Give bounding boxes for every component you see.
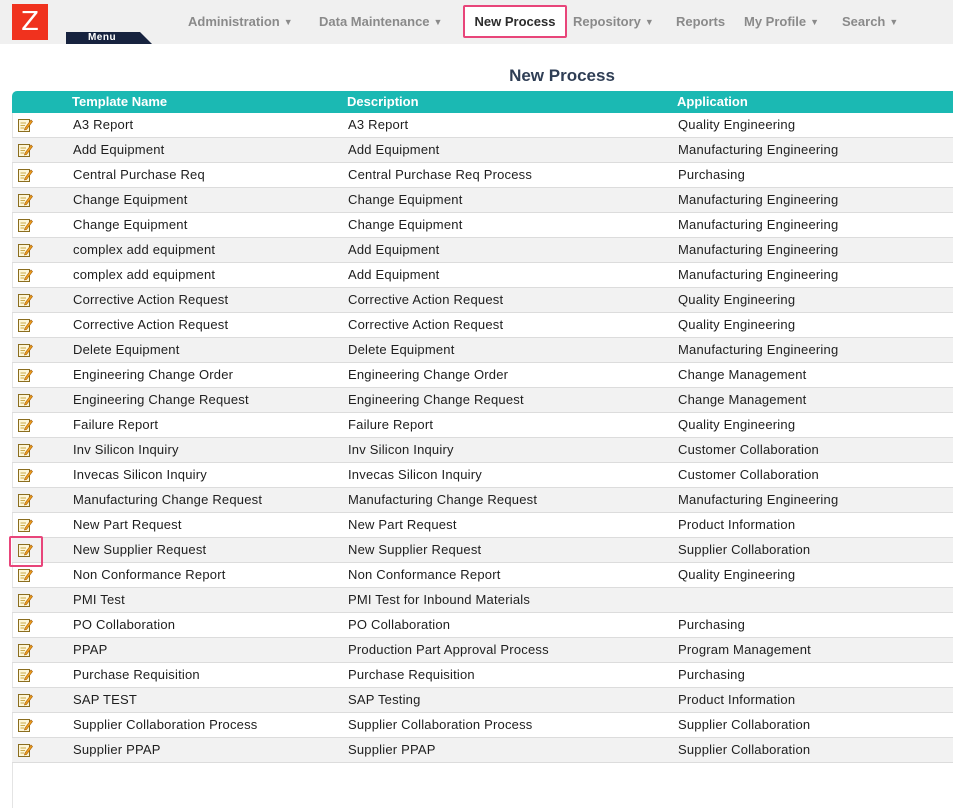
nav-data-maintenance-label: Data Maintenance xyxy=(319,14,430,29)
template-name-cell[interactable]: PMI Test xyxy=(73,592,125,607)
nav-reports-label: Reports xyxy=(676,14,726,29)
description-cell: New Supplier Request xyxy=(348,542,482,557)
table-row[interactable] xyxy=(12,638,953,663)
table-row[interactable] xyxy=(12,288,953,313)
table-row[interactable] xyxy=(12,388,953,413)
edit-note-icon[interactable] xyxy=(17,717,33,733)
template-name-cell[interactable]: Inv Silicon Inquiry xyxy=(73,442,179,457)
nav-administration[interactable] xyxy=(188,12,293,32)
table-row[interactable] xyxy=(12,538,953,563)
column-header-description[interactable]: Description xyxy=(347,94,419,109)
table-row[interactable] xyxy=(12,613,953,638)
highlight-marker xyxy=(9,536,43,567)
app-logo[interactable]: Z xyxy=(12,4,48,40)
table-row[interactable] xyxy=(12,363,953,388)
application-cell: Manufacturing Engineering xyxy=(678,492,839,507)
edit-note-icon[interactable] xyxy=(17,592,33,608)
application-cell: Change Management xyxy=(678,367,807,382)
nav-new-process-label: New Process xyxy=(474,14,556,29)
table-row[interactable] xyxy=(12,688,953,713)
template-name-cell[interactable]: Corrective Action Request xyxy=(73,317,229,332)
description-cell: Supplier PPAP xyxy=(348,742,436,757)
description-cell: Engineering Change Request xyxy=(348,392,524,407)
table-header xyxy=(12,91,953,113)
template-name-cell[interactable]: Engineering Change Order xyxy=(73,367,234,382)
edit-note-icon[interactable] xyxy=(17,492,33,508)
table-row[interactable] xyxy=(12,513,953,538)
edit-note-icon[interactable] xyxy=(17,692,33,708)
caret-down-icon: ▼ xyxy=(810,17,820,27)
description-cell: Purchase Requisition xyxy=(348,667,475,682)
template-name-cell[interactable]: Failure Report xyxy=(73,417,159,432)
description-cell: A3 Report xyxy=(348,117,409,132)
edit-note-icon[interactable] xyxy=(17,317,33,333)
nav-new-process[interactable] xyxy=(463,5,567,38)
template-name-cell[interactable]: Supplier PPAP xyxy=(73,742,161,757)
template-name-cell[interactable]: complex add equipment xyxy=(73,267,216,282)
page-title: New Process xyxy=(509,66,615,85)
edit-note-icon[interactable] xyxy=(17,217,33,233)
edit-note-icon[interactable] xyxy=(17,367,33,383)
table-row[interactable] xyxy=(12,113,953,138)
template-name-cell[interactable]: SAP TEST xyxy=(73,692,137,707)
table-row[interactable] xyxy=(12,663,953,688)
caret-down-icon: ▼ xyxy=(644,17,654,27)
table-row[interactable] xyxy=(12,263,953,288)
edit-note-icon[interactable] xyxy=(17,167,33,183)
edit-note-icon[interactable] xyxy=(17,467,33,483)
edit-note-icon[interactable] xyxy=(17,117,33,133)
process-template-table xyxy=(12,91,953,763)
application-cell: Manufacturing Engineering xyxy=(678,342,839,357)
application-cell: Manufacturing Engineering xyxy=(678,217,839,232)
template-name-cell[interactable]: A3 Report xyxy=(73,117,134,132)
table-row[interactable] xyxy=(12,588,953,613)
nav-repository[interactable] xyxy=(573,12,654,32)
menu-tab[interactable] xyxy=(66,32,152,44)
caret-down-icon: ▼ xyxy=(433,17,443,27)
nav-search-label: Search xyxy=(842,14,886,29)
table-row[interactable] xyxy=(12,713,953,738)
application-cell: Manufacturing Engineering xyxy=(678,242,839,257)
description-cell: Supplier Collaboration Process xyxy=(348,717,533,732)
description-cell: Manufacturing Change Request xyxy=(348,492,538,507)
template-name-cell[interactable]: Purchase Requisition xyxy=(73,667,200,682)
application-cell: Quality Engineering xyxy=(678,317,796,332)
menu-tab-label: Menu xyxy=(87,32,117,43)
edit-note-icon[interactable] xyxy=(17,417,33,433)
description-cell: Corrective Action Request xyxy=(348,292,504,307)
nav-repository-label: Repository xyxy=(573,14,641,29)
edit-note-icon[interactable] xyxy=(17,292,33,308)
application-cell: Customer Collaboration xyxy=(678,442,819,457)
table-row[interactable] xyxy=(12,238,953,263)
application-cell: Manufacturing Engineering xyxy=(678,192,839,207)
application-cell: Manufacturing Engineering xyxy=(678,142,839,157)
template-name-cell[interactable]: Change Equipment xyxy=(73,217,188,232)
template-name-cell[interactable]: Manufacturing Change Request xyxy=(73,492,263,507)
template-name-cell[interactable]: Invecas Silicon Inquiry xyxy=(73,467,207,482)
edit-note-icon[interactable] xyxy=(17,142,33,158)
template-name-cell[interactable]: complex add equipment xyxy=(73,242,216,257)
table-row[interactable] xyxy=(12,313,953,338)
template-name-cell[interactable]: Non Conformance Report xyxy=(73,567,226,582)
application-cell: Change Management xyxy=(678,392,807,407)
table-row[interactable] xyxy=(12,213,953,238)
edit-note-icon[interactable] xyxy=(17,442,33,458)
application-cell: Manufacturing Engineering xyxy=(678,267,839,282)
table-row[interactable] xyxy=(12,163,953,188)
description-cell: PMI Test for Inbound Materials xyxy=(348,592,531,607)
application-cell: Quality Engineering xyxy=(678,292,796,307)
description-cell: Change Equipment xyxy=(348,192,463,207)
template-name-cell[interactable]: PO Collaboration xyxy=(73,617,176,632)
nav-data-maintenance[interactable] xyxy=(319,12,442,32)
edit-note-icon[interactable] xyxy=(17,617,33,633)
description-cell: Invecas Silicon Inquiry xyxy=(348,467,482,482)
application-cell: Supplier Collaboration xyxy=(678,542,811,557)
application-cell: Product Information xyxy=(678,692,796,707)
table-row[interactable] xyxy=(12,438,953,463)
caret-down-icon: ▼ xyxy=(889,17,899,27)
description-cell: New Part Request xyxy=(348,517,457,532)
template-name-cell[interactable]: Change Equipment xyxy=(73,192,188,207)
table-row[interactable] xyxy=(12,738,953,763)
description-cell: Inv Silicon Inquiry xyxy=(348,442,454,457)
nav-administration-label: Administration xyxy=(188,14,280,29)
edit-note-icon[interactable] xyxy=(17,742,33,758)
template-name-cell[interactable]: New Supplier Request xyxy=(73,542,207,557)
edit-note-icon[interactable] xyxy=(17,667,33,683)
table-body xyxy=(12,113,953,763)
caret-down-icon: ▼ xyxy=(283,17,293,27)
description-cell: Corrective Action Request xyxy=(348,317,504,332)
template-name-cell[interactable]: Engineering Change Request xyxy=(73,392,249,407)
nav-search[interactable] xyxy=(842,12,898,32)
table-row[interactable] xyxy=(12,563,953,588)
description-cell: Production Part Approval Process xyxy=(348,642,549,657)
template-name-cell[interactable]: Central Purchase Req xyxy=(73,167,205,182)
description-cell: Add Equipment xyxy=(348,242,440,257)
description-cell: Change Equipment xyxy=(348,217,463,232)
application-cell: Program Management xyxy=(678,642,811,657)
edit-note-icon[interactable] xyxy=(17,567,33,583)
application-cell: Quality Engineering xyxy=(678,117,796,132)
application-cell: Purchasing xyxy=(678,667,746,682)
description-cell: Add Equipment xyxy=(348,267,440,282)
application-cell: Purchasing xyxy=(678,617,746,632)
edit-note-icon[interactable] xyxy=(17,342,33,358)
application-cell: Customer Collaboration xyxy=(678,467,819,482)
description-cell: Failure Report xyxy=(348,417,434,432)
description-cell: SAP Testing xyxy=(348,692,421,707)
description-cell: Add Equipment xyxy=(348,142,440,157)
nav-my-profile[interactable] xyxy=(744,12,819,32)
template-name-cell[interactable]: PPAP xyxy=(73,642,108,657)
description-cell: Central Purchase Req Process xyxy=(348,167,533,182)
table-row[interactable] xyxy=(12,338,953,363)
template-name-cell[interactable]: New Part Request xyxy=(73,517,182,532)
template-name-cell[interactable]: Delete Equipment xyxy=(73,342,180,357)
column-header-application[interactable]: Application xyxy=(677,94,748,109)
edit-note-icon[interactable] xyxy=(17,242,33,258)
application-cell: Product Information xyxy=(678,517,796,532)
table-row[interactable] xyxy=(12,488,953,513)
column-header-template-name[interactable]: Template Name xyxy=(72,94,168,109)
application-cell: Supplier Collaboration xyxy=(678,742,811,757)
edit-note-icon[interactable] xyxy=(17,267,33,283)
edit-note-icon[interactable] xyxy=(17,192,33,208)
template-name-cell[interactable]: Supplier Collaboration Process xyxy=(73,717,258,732)
description-cell: Non Conformance Report xyxy=(348,567,501,582)
template-name-cell[interactable]: Add Equipment xyxy=(73,142,165,157)
edit-note-icon[interactable] xyxy=(17,392,33,408)
table-row[interactable] xyxy=(12,138,953,163)
nav-my-profile-label: My Profile xyxy=(744,14,807,29)
application-cell: Quality Engineering xyxy=(678,417,796,432)
template-name-cell[interactable]: Corrective Action Request xyxy=(73,292,229,307)
edit-note-icon[interactable] xyxy=(17,517,33,533)
table-row[interactable] xyxy=(12,188,953,213)
application-cell: Purchasing xyxy=(678,167,746,182)
application-cell: Supplier Collaboration xyxy=(678,717,811,732)
description-cell: PO Collaboration xyxy=(348,617,451,632)
table-row[interactable] xyxy=(12,463,953,488)
edit-note-icon[interactable] xyxy=(17,642,33,658)
top-navigation-bar xyxy=(0,0,953,44)
application-cell: Quality Engineering xyxy=(678,567,796,582)
description-cell: Engineering Change Order xyxy=(348,367,509,382)
description-cell: Delete Equipment xyxy=(348,342,455,357)
table-row[interactable] xyxy=(12,413,953,438)
nav-reports[interactable] xyxy=(676,12,725,32)
